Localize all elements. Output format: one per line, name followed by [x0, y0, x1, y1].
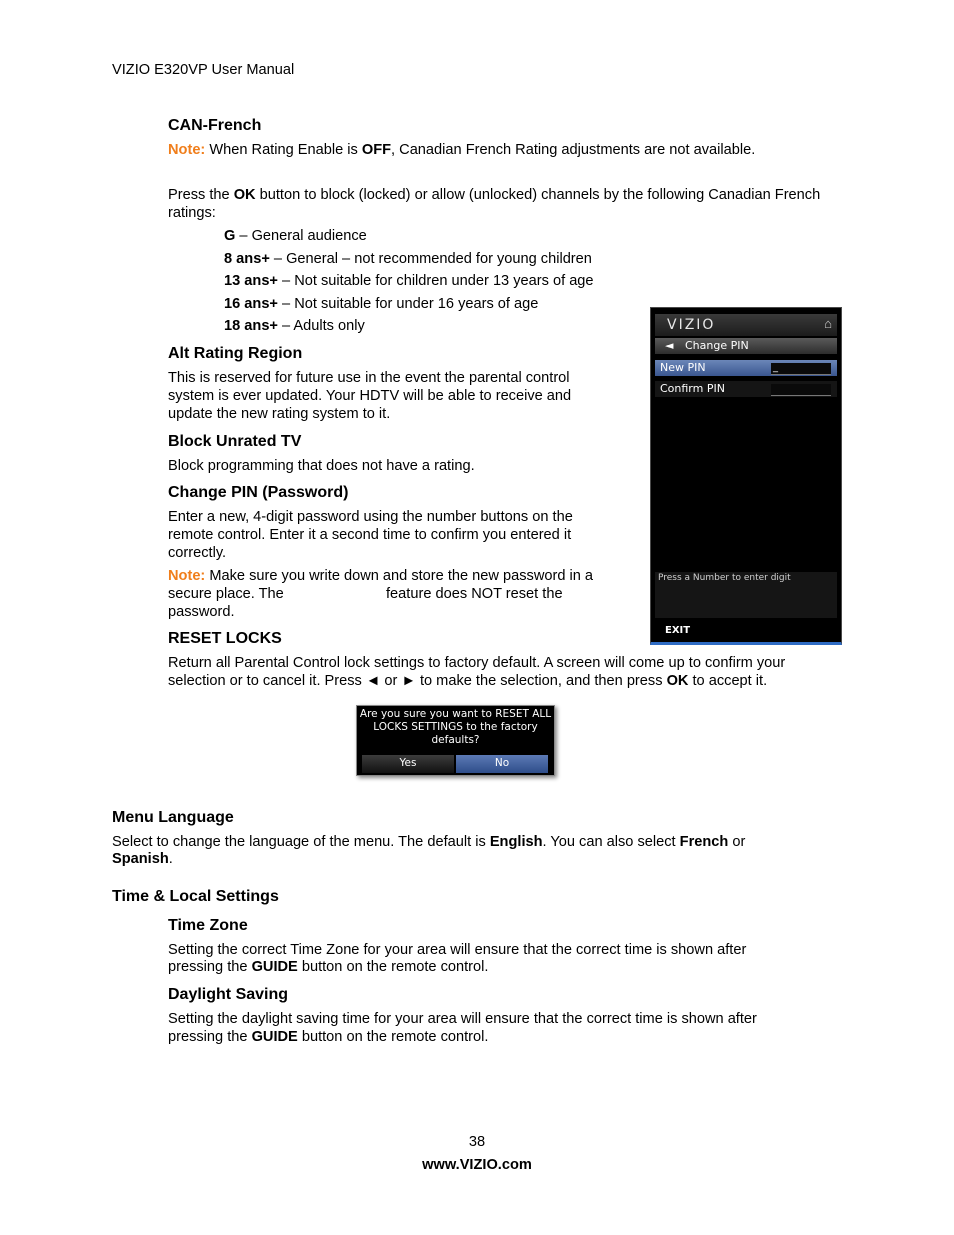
rating-item: [224, 227, 367, 245]
tv-hint: Press a Number to enter digit: [655, 572, 837, 618]
menu-language-text-line: [112, 850, 173, 868]
reset-locks-text-line: Return all Parental Control lock settings to factory default. A screen will come up to confirm your: [168, 655, 786, 671]
rating-code: 13 ans+: [224, 273, 278, 289]
rating-item: [224, 250, 592, 268]
menu-language-text-line: [112, 833, 745, 851]
ml-text: .: [168, 851, 173, 867]
block-unrated-text: Block programming that does not have a rating.: [168, 458, 475, 474]
change-pin-note-line: secure place. The: [168, 586, 284, 602]
tv-menu-title-bar: [655, 338, 837, 354]
tv-menu-item-confirm-pin[interactable]: [655, 381, 837, 397]
ml-text: Select to change the language of the menu. The default is: [112, 834, 490, 850]
rating-desc: – General – not recommended for young children: [269, 251, 592, 267]
can-french-heading: CAN-French: [168, 117, 262, 134]
rating-code: 18 ans+: [224, 318, 278, 334]
tv-menu-item-new-pin[interactable]: [655, 360, 837, 376]
time-zone-heading: Time Zone: [168, 917, 248, 934]
dialog-question: [357, 708, 554, 747]
rating-item: [224, 272, 594, 290]
manual-title: VIZIO E320VP User Manual: [112, 62, 295, 78]
tv-topbar: [655, 314, 837, 336]
alt-rating-text-line: system is ever updated. Your HDTV will be able to receive and: [168, 388, 572, 404]
new-pin-field[interactable]: [771, 363, 831, 375]
tv-menu-title: Change PIN: [685, 339, 749, 352]
tv-menu-item-label: New PIN: [660, 361, 706, 374]
ds-text: button on the remote control.: [297, 1029, 489, 1045]
change-pin-text-line: remote control. Enter it a second time to confirm you entered it: [168, 527, 572, 543]
ml-bold: French: [679, 834, 729, 850]
alt-rating-text-line: This is reserved for future use in the event the parental control: [168, 370, 570, 386]
rating-item: [224, 317, 365, 335]
change-pin-note-line: feature does NOT reset the: [386, 586, 563, 602]
intro-text: Press the: [168, 187, 234, 203]
tv-change-pin-screen: [650, 307, 842, 645]
note-bold: OFF: [361, 142, 392, 158]
rating-desc: – Not suitable for under 16 years of age: [277, 296, 539, 312]
can-french-note: [168, 141, 755, 159]
intro-text: button to block (locked) or allow (unlocked) channels by the following Canadian French ratings:: [168, 187, 821, 221]
vizio-logo: VIZIO: [667, 317, 716, 333]
intro-bold: OK: [233, 187, 256, 203]
note-label: Note:: [168, 568, 206, 584]
time-zone-text-line: [168, 958, 488, 976]
change-pin-heading: Change PIN (Password): [168, 484, 349, 501]
rating-desc: – Not suitable for children under 13 years of age: [277, 273, 594, 289]
tz-bold: GUIDE: [251, 959, 298, 975]
website-link[interactable]: www.VIZIO.com: [422, 1157, 532, 1173]
tv-exit-button[interactable]: EXIT: [665, 625, 691, 636]
can-french-intro: [168, 186, 828, 222]
ml-text: or: [728, 834, 746, 850]
note-text: , Canadian French Rating adjustments are not available.: [391, 142, 756, 158]
ds-bold: GUIDE: [251, 1029, 298, 1045]
rating-code: 16 ans+: [224, 296, 278, 312]
note-text: When Rating Enable is: [205, 142, 362, 158]
dialog-yes-button[interactable]: Yes: [362, 755, 454, 773]
back-arrow-icon[interactable]: ◄: [665, 339, 674, 352]
tz-text: button on the remote control.: [297, 959, 489, 975]
rating-code: G: [224, 228, 236, 244]
ml-bold: Spanish: [112, 851, 169, 867]
alt-rating-text-line: update the new rating system to it.: [168, 406, 391, 422]
dialog-question-line: defaults?: [431, 734, 480, 746]
reset-text: to accept it.: [688, 673, 768, 689]
daylight-text-line: Setting the daylight saving time for your area will ensure that the correct time is shown after: [168, 1011, 757, 1027]
daylight-heading: Daylight Saving: [168, 986, 289, 1003]
pin-cursor: _: [773, 362, 778, 373]
rating-desc: – General audience: [235, 228, 367, 244]
page-number: 38: [468, 1134, 486, 1150]
daylight-text-line: [168, 1028, 488, 1046]
rating-item: [224, 295, 538, 313]
reset-locks-heading: RESET LOCKS: [168, 630, 282, 647]
change-pin-text-line: correctly.: [168, 545, 227, 561]
menu-language-heading: Menu Language: [112, 809, 234, 826]
ds-text: pressing the: [168, 1029, 252, 1045]
rating-desc: – Adults only: [277, 318, 365, 334]
dialog-question-line: Are you sure you want to RESET ALL: [359, 708, 552, 720]
reset-locks-text-line: [168, 672, 767, 690]
tv-menu-item-label: Confirm PIN: [660, 382, 725, 395]
change-pin-note-line: password.: [168, 604, 235, 620]
alt-rating-heading: Alt Rating Region: [168, 345, 303, 362]
home-icon[interactable]: ⌂: [824, 316, 832, 331]
ml-text: . You can also select: [542, 834, 680, 850]
dialog-no-button[interactable]: No: [456, 755, 548, 773]
rating-code: 8 ans+: [224, 251, 270, 267]
change-pin-text-line: Enter a new, 4-digit password using the number buttons on the: [168, 509, 573, 525]
reset-confirm-dialog: [356, 705, 555, 776]
ml-bold: English: [489, 834, 543, 850]
dialog-question-line: LOCKS SETTINGS to the factory: [373, 721, 538, 733]
note-text: Make sure you write down and store the new password in a: [205, 568, 594, 584]
block-unrated-heading: Block Unrated TV: [168, 433, 302, 450]
reset-bold: OK: [666, 673, 689, 689]
confirm-pin-field[interactable]: [771, 384, 831, 396]
note-label: Note:: [168, 142, 206, 158]
reset-text: selection or to cancel it. Press ◄ or ► to make the selection, and then press: [168, 673, 667, 689]
time-local-heading: Time & Local Settings: [112, 888, 279, 905]
tz-text: pressing the: [168, 959, 252, 975]
change-pin-note: [168, 567, 593, 585]
time-zone-text-line: Setting the correct Time Zone for your area will ensure that the correct time is shown after: [168, 942, 747, 958]
